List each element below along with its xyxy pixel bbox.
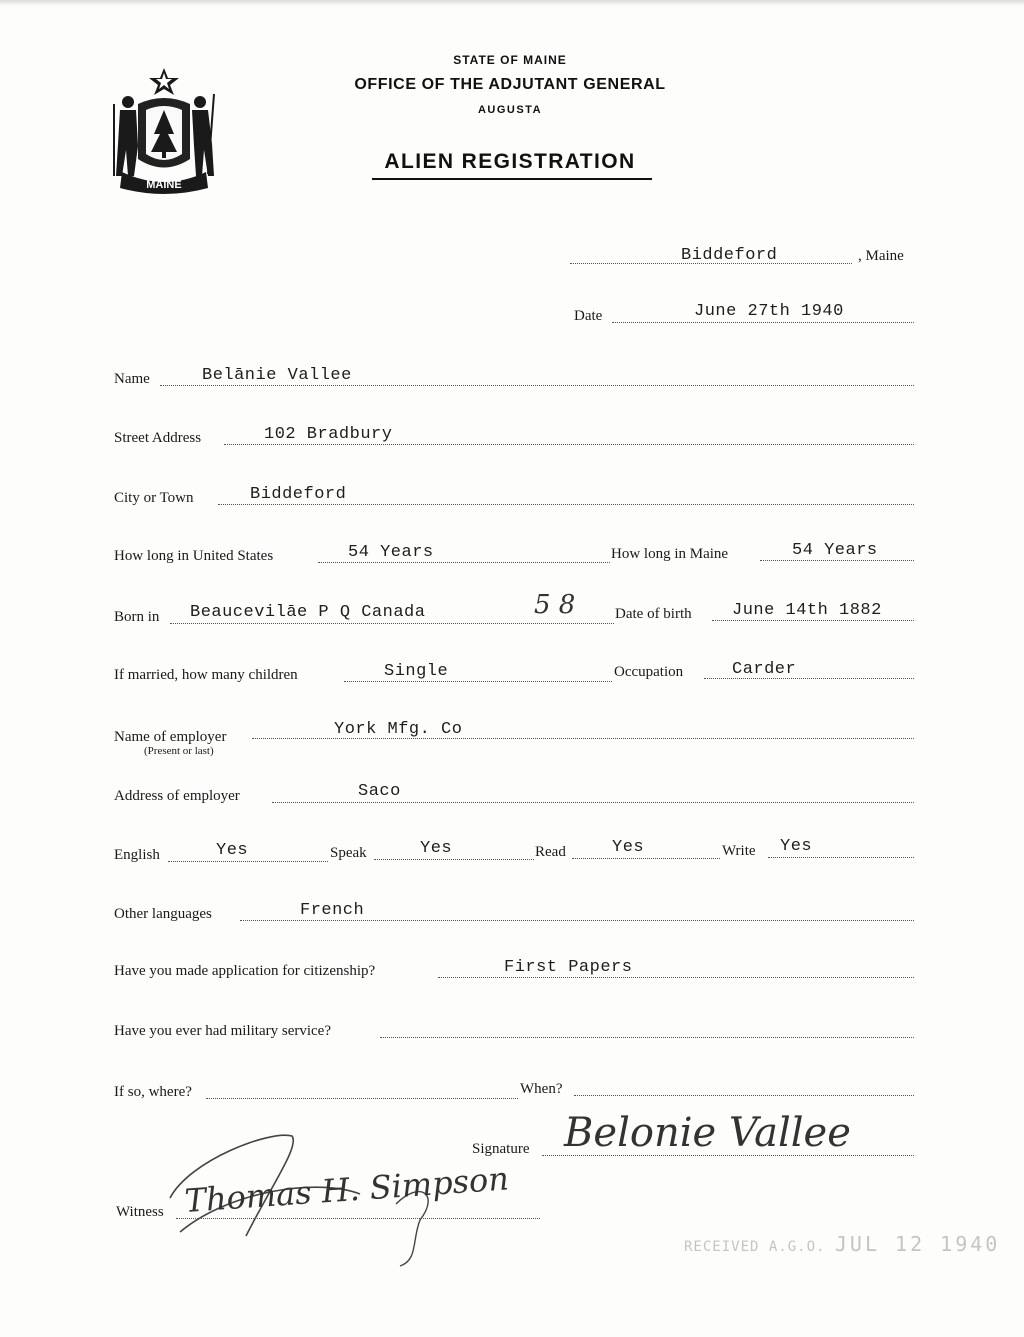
other-languages-label: Other languages [114, 906, 212, 922]
city-heading: AUGUSTA [477, 104, 543, 116]
maine-seal-emblem [108, 64, 220, 196]
write-label: Write [722, 843, 756, 859]
children-label: If married, how many children [114, 667, 298, 683]
dob-line [712, 620, 914, 621]
occupation-value: Carder [732, 660, 797, 679]
scan-edge [0, 0, 1024, 6]
citizenship-label: Have you made application for citizenship? [114, 963, 376, 979]
name-line [160, 385, 914, 386]
received-stamp-date: JUL 12 1940 [834, 1232, 1001, 1256]
read-value: Yes [612, 838, 645, 857]
english-label: English [114, 847, 160, 863]
occupation-label: Occupation [614, 664, 684, 680]
us-duration-value: 54 Years [348, 543, 434, 562]
other-languages-value: French [300, 901, 365, 920]
employer-address-line [272, 802, 914, 803]
seal-maine-text: MAINE [146, 179, 182, 191]
signature-label: Signature [472, 1141, 530, 1157]
street-label: Street Address [114, 430, 202, 446]
date-line [612, 322, 914, 323]
where-line [206, 1098, 518, 1099]
dob-value: June 14th 1882 [732, 601, 882, 620]
speak-line [374, 859, 534, 860]
witness-label: Witness [116, 1204, 164, 1220]
received-stamp-text: RECEIVED A.G.O. [684, 1239, 826, 1255]
date-value: June 27th 1940 [694, 302, 844, 321]
speak-value: Yes [420, 839, 453, 858]
place-suffix: , Maine [858, 248, 904, 264]
speak-label: Speak [330, 845, 367, 861]
write-line [768, 857, 914, 858]
us-duration-label: How long in United States [114, 548, 274, 564]
read-line [572, 858, 720, 859]
employer-value: York Mfg. Co [334, 720, 463, 739]
employer-label: Name of employer [114, 729, 227, 745]
citizenship-line [438, 977, 914, 978]
born-line [170, 623, 614, 624]
street-line [224, 444, 914, 445]
witness-signature: Thomas H. Simpson [183, 1159, 510, 1220]
witness-line [176, 1218, 540, 1219]
form-title: ALIEN REGISTRATION [384, 150, 636, 173]
english-value: Yes [216, 841, 249, 860]
employer-sublabel: (Present or last) [144, 745, 214, 757]
children-value: Single [384, 662, 449, 681]
maine-duration-value: 54 Years [792, 541, 878, 560]
born-value: Beaucevilāe P Q Canada [190, 603, 426, 622]
city-line [218, 504, 914, 505]
employer-address-value: Saco [358, 782, 401, 801]
when-label: When? [520, 1081, 563, 1097]
when-line [574, 1095, 914, 1096]
us-duration-line [318, 562, 610, 563]
maine-duration-label: How long in Maine [611, 546, 729, 562]
applicant-signature: Belonie Vallee [564, 1110, 851, 1156]
name-value: Belānie Vallee [202, 366, 352, 385]
born-label: Born in [114, 609, 160, 625]
state-heading: STATE OF MAINE [453, 53, 567, 67]
place-value: Biddeford [681, 246, 778, 265]
dob-label: Date of birth [615, 606, 692, 622]
read-label: Read [535, 844, 566, 860]
title-underline [372, 178, 652, 180]
where-label: If so, where? [114, 1084, 192, 1100]
date-label: Date [574, 308, 603, 324]
maine-duration-line [760, 560, 914, 561]
street-value: 102 Bradbury [264, 425, 393, 444]
write-value: Yes [780, 837, 813, 856]
other-languages-line [240, 920, 914, 921]
children-line [344, 681, 612, 682]
city-label: City or Town [114, 490, 194, 506]
employer-address-label: Address of employer [114, 788, 240, 804]
city-value: Biddeford [250, 485, 347, 504]
citizenship-value: First Papers [504, 958, 633, 977]
office-heading: OFFICE OF THE ADJUTANT GENERAL [354, 76, 666, 93]
received-stamp [684, 1232, 1000, 1256]
born-pencil-annotation: 5 8 [534, 590, 576, 620]
name-label: Name [114, 371, 150, 387]
military-label: Have you ever had military service? [114, 1023, 331, 1039]
english-line [168, 861, 328, 862]
military-line [380, 1037, 914, 1038]
